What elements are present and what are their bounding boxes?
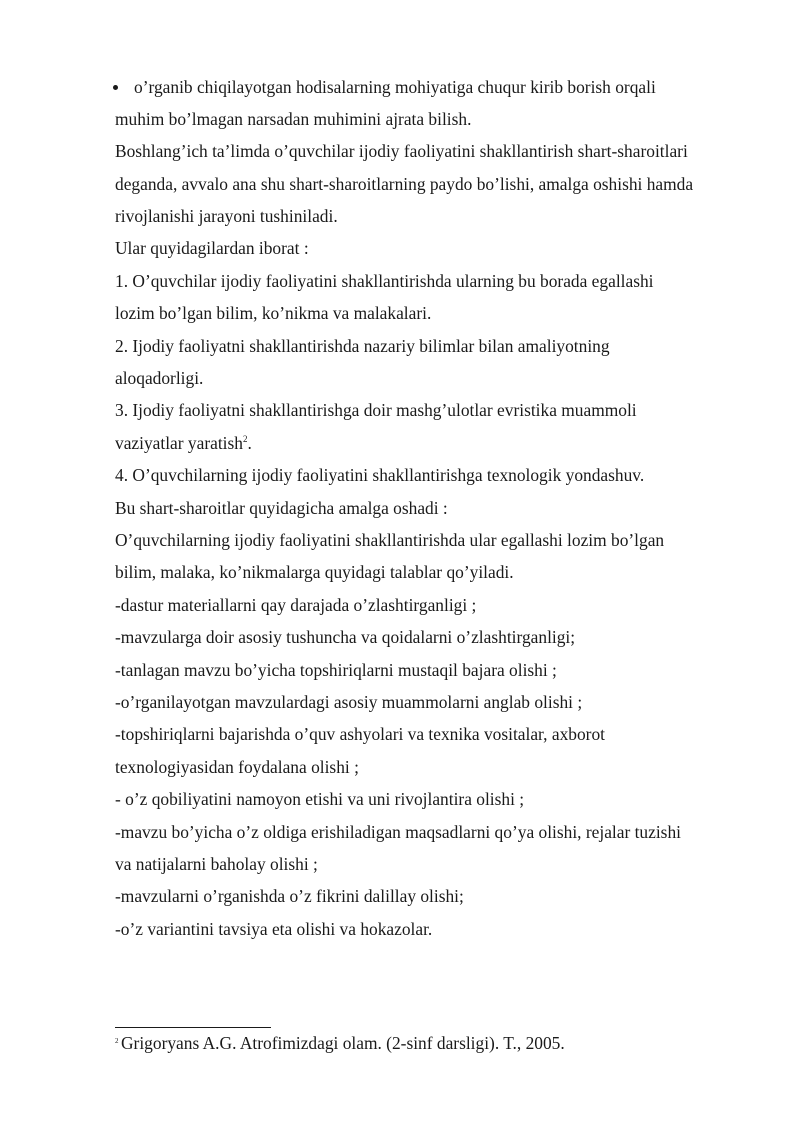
footnote-ref[interactable]: 2 <box>242 434 248 445</box>
requirements-intro-line-2: bilim, malaka, ko’nikmalarga quyidagi talablar qo’yiladi. <box>115 562 514 582</box>
requirement-3: -tanlagan mavzu bo’yicha topshiriqlarni mustaqil bajara olishi ; <box>115 660 557 680</box>
condition-3-line-2 <box>115 433 252 453</box>
condition-1-line-2: lozim bo’lgan bilim, ko’nikma va malakalari. <box>115 303 432 323</box>
paragraph-1-line-2: deganda, avvalo ana shu shart-sharoitlarning paydo bo’lishi, amalga oshishi hamda <box>115 174 694 194</box>
requirement-9: -o’z variantini tavsiya eta olishi va hokazolar. <box>115 919 433 939</box>
condition-3-text: vaziyatlar yaratish <box>115 433 243 453</box>
footnote-divider <box>115 1027 271 1028</box>
condition-2-line-2: aloqadorligi. <box>115 368 204 388</box>
bullet-dot-icon <box>113 85 118 90</box>
paragraph-1-line-1: Boshlang’ich ta’limda o’quvchilar ijodiy faoliyatini shakllantirish shart-sharoitlari <box>115 141 688 161</box>
requirement-1: -dastur materiallarni qay darajada o’zlashtirganligi ; <box>115 595 477 615</box>
requirement-6: - o’z qobiliyatini namoyon etishi va uni rivojlantira olishi ; <box>115 789 525 809</box>
implementation-intro: Bu shart-sharoitlar quyidagicha amalga oshadi : <box>115 498 448 518</box>
bullet-item-line-2: muhim bo’lmagan narsadan muhimini ajrata bilish. <box>115 109 472 129</box>
requirements-intro-line-1: O’quvchilarning ijodiy faoliyatini shakllantirishda ular egallashi lozim bo’lgan <box>115 530 665 550</box>
bullet-item-line-1: o’rganib chiqilayotgan hodisalarning mohiyatiga chuqur kirib borish orqali <box>134 77 656 97</box>
requirement-5-line-2: texnologiyasidan foydalana olishi ; <box>115 757 359 777</box>
requirement-2: -mavzularga doir asosiy tushuncha va qoidalarni o’zlashtirganligi; <box>115 627 576 647</box>
requirement-4: -o’rganilayotgan mavzulardagi asosiy muammolarni anglab olishi ; <box>115 692 583 712</box>
requirement-7-line-1: -mavzu bo’yicha o’z oldiga erishiladigan maqsadlarni qo’ya olishi, rejalar tuzishi <box>115 822 681 842</box>
condition-3-line-1: 3. Ijodiy faoliyatni shakllantirishga doir mashg’ulotlar evristika muammoli <box>115 400 637 420</box>
footnote-mark: 2 <box>115 1037 119 1045</box>
footnote-text: Grigoryans A.G. Atrofimizdagi olam. (2-sinf darsligi). T., 2005. <box>121 1033 565 1053</box>
condition-1-line-1: 1. O’quvchilar ijodiy faoliyatini shakllantirishda ularning bu borada egallashi <box>115 271 654 291</box>
condition-2-line-1: 2. Ijodiy faoliyatni shakllantirishda nazariy bilimlar bilan amaliyotning <box>115 336 610 356</box>
conditions-intro: Ular quyidagilardan iborat : <box>115 238 309 258</box>
paragraph-1-line-3: rivojlanishi jarayoni tushiniladi. <box>115 206 338 226</box>
requirement-5-line-1: -topshiriqlarni bajarishda o’quv ashyolari va texnika vositalar, axborot <box>115 724 605 744</box>
requirement-7-line-2: va natijalarni baholay olishi ; <box>115 854 318 874</box>
requirement-8: -mavzularni o’rganishda o’z fikrini dalillay olishi; <box>115 886 464 906</box>
condition-3-end: . <box>247 433 252 453</box>
condition-4-line-1: 4. O’quvchilarning ijodiy faoliyatini shakllantirishga texnologik yondashuv. <box>115 465 645 485</box>
